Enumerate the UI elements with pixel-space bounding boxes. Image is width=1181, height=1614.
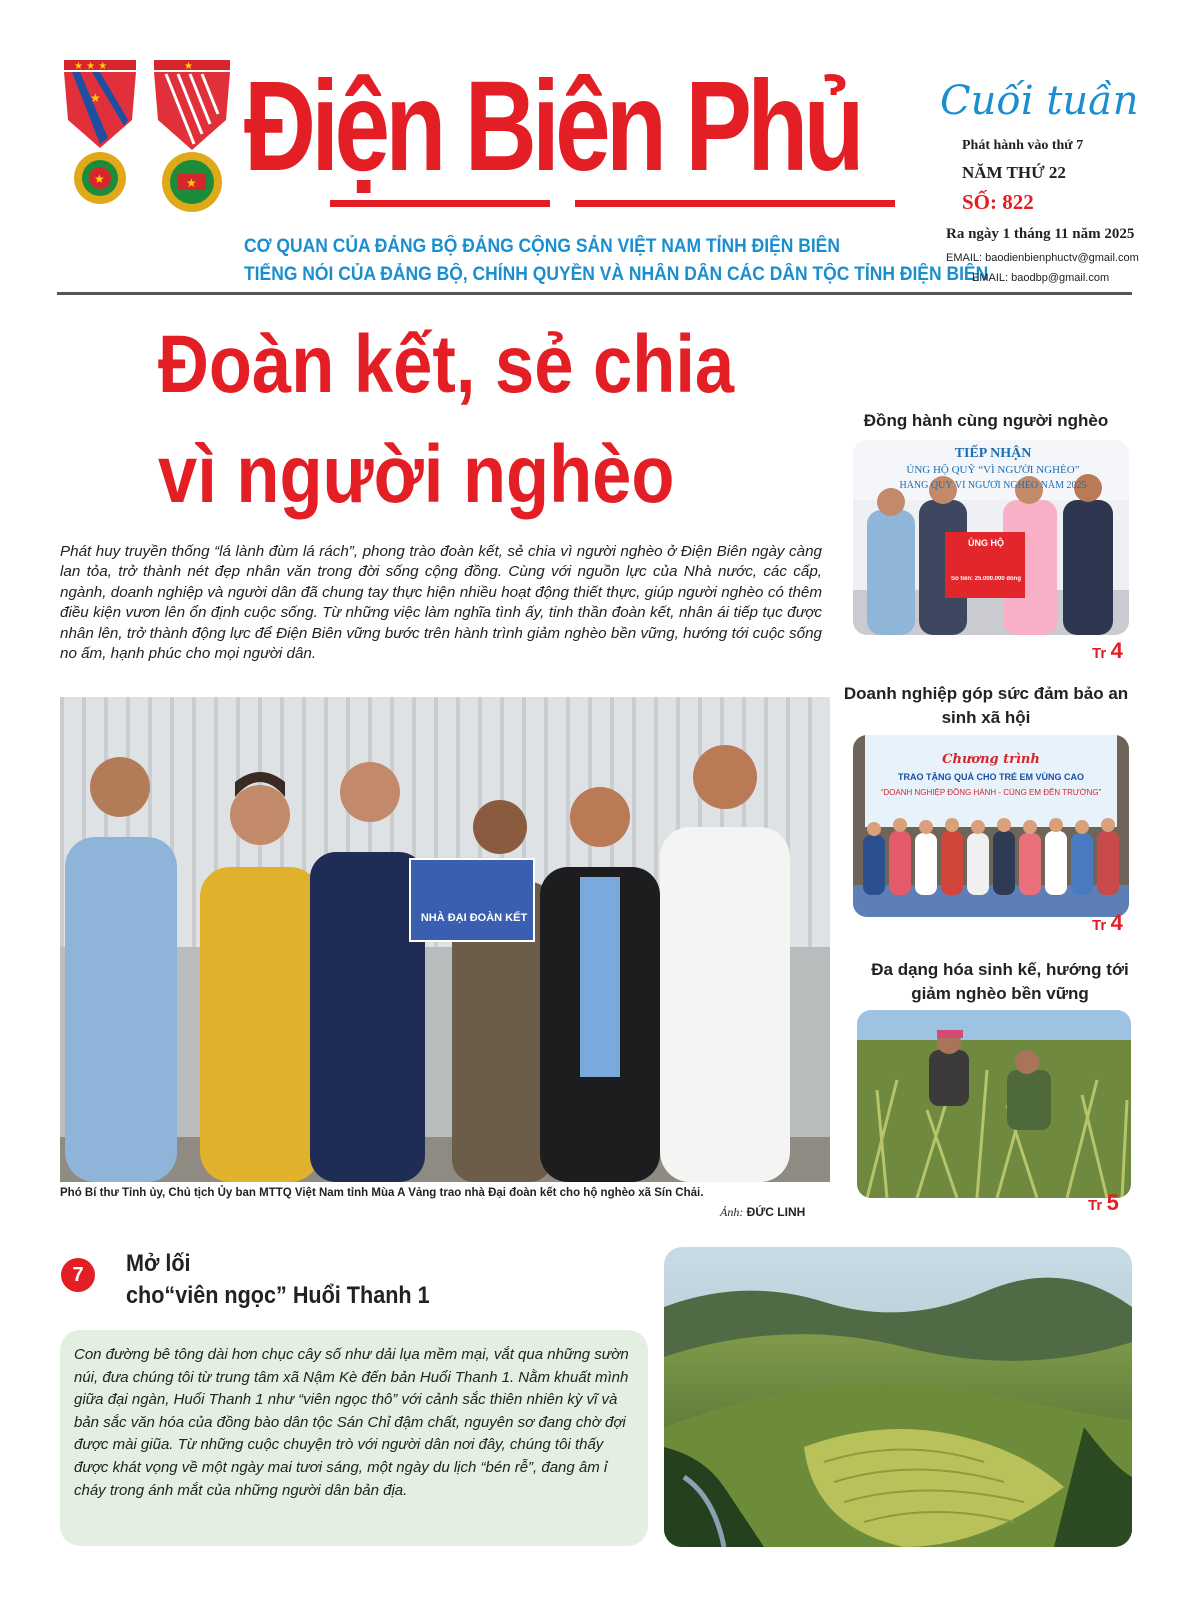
feature-headline-line: cho“viên ngọc” Huổi Thanh 1: [126, 1282, 430, 1309]
credit-label: Ảnh:: [720, 1205, 744, 1219]
thumbnail-banner: Chương trình: [942, 752, 1040, 767]
feature-headline-line: Mở lối: [126, 1250, 191, 1277]
donation-board-title: ỦNG HỘ: [968, 538, 1004, 548]
feature-photo[interactable]: [664, 1247, 1132, 1547]
feature-headline[interactable]: [126, 1248, 430, 1312]
issue-note: Phát hành vào thứ 7: [962, 138, 1084, 153]
lead-lede: Phát huy truyền thống “lá lành đùm lá rách”, phong trào đoàn kết, sẻ chia vì người nghèo ở Điện Biên ngày càng lan tỏa, trở thành nét đẹp nhân văn trong đời sống cộng đồng. Cùng với nguồn lực của Nhà nước, các cấp, ngành, doanh nghiệp và người dân đã chung tay thực hiện nhiều hoạt động thiết thực, giúp người nghèo có thêm điều kiện vươn lên ổn định cuộc sống. Từ những việc làm nghĩa tình ấy, tinh thần đoàn kết, nhân ái tiếp tục được nhân lên, trở thành động lực để Điện Biên vững bước trên hành trình giảm nghèo bền vững, hướng tới cuộc sống no ấm, hạnh phúc cho mọi người dân.: [60, 543, 822, 663]
headline-line: vì người nghèo: [158, 429, 675, 520]
sidebar-item-title[interactable]: Đồng hành cùng người nghèo: [863, 411, 1109, 430]
thumbnail-banner: ỦNG HỘ QUỸ “VÌ NGƯỜI NGHÈO”: [906, 464, 1080, 476]
medal-icon: [60, 60, 140, 220]
masthead-divider: [57, 292, 1132, 295]
page-reference-label: Tr: [1088, 1197, 1103, 1214]
photo-credit: [720, 1205, 805, 1220]
page-reference-number: 5: [1106, 1190, 1119, 1215]
sidebar-thumbnail[interactable]: [857, 1010, 1131, 1198]
svg-text:★ ★ ★: ★ ★ ★: [74, 61, 108, 72]
edition-label: Cuối tuần: [940, 78, 1139, 124]
page-reference-number: 4: [1110, 638, 1123, 663]
organization-line: TIẾNG NÓI CỦA ĐẢNG BỘ, CHÍNH QUYỀN VÀ NHÂN DÂN CÁC DÂN TỘC TỈNH ĐIỆN BIÊN: [244, 264, 989, 285]
photo-caption: Phó Bí thư Tỉnh ủy, Chủ tịch Ủy ban MTTQ Việt Nam tỉnh Mùa A Vảng trao nhà Đại đoàn kết cho hộ nghèo xã Sín Chải.: [60, 1187, 704, 1199]
svg-text:★: ★: [90, 91, 101, 105]
page-reference[interactable]: [1092, 638, 1123, 664]
thumbnail-banner: “DOANH NGHIỆP ĐỒNG HÀNH - CÙNG EM ĐẾN TRƯỜNG”: [880, 788, 1102, 797]
page-badge: 7: [61, 1258, 95, 1292]
svg-text:★: ★: [186, 176, 197, 190]
masthead-title: Điện Biên Phủ: [244, 55, 860, 198]
page-reference[interactable]: [1088, 1190, 1119, 1216]
thumbnail-banner: TRAO TẶNG QUÀ CHO TRẺ EM VÙNG CAO: [898, 772, 1084, 782]
svg-text:★: ★: [94, 172, 105, 186]
sidebar-item-title[interactable]: Đa dạng hóa sinh kế, hướng tới giảm nghèo bền vững: [871, 960, 1129, 1003]
issue-date: Ra ngày 1 tháng 11 năm 2025: [946, 226, 1135, 242]
page-reference-label: Tr: [1092, 645, 1107, 662]
masthead-underline: [330, 200, 550, 207]
credit-name: ĐỨC LINH: [746, 1205, 806, 1219]
lead-headline[interactable]: [158, 310, 777, 530]
sidebar-item-title[interactable]: Doanh nghiệp góp sức đảm bảo an sinh xã hội: [843, 684, 1129, 727]
page-reference[interactable]: [1092, 910, 1123, 936]
email-link[interactable]: EMAIL: baodbp@gmail.com: [972, 272, 1110, 284]
medal-icon: [150, 60, 234, 220]
lead-photo[interactable]: [60, 697, 830, 1182]
organization-line: CƠ QUAN CỦA ĐẢNG BỘ ĐẢNG CỘNG SẢN VIỆT NAM TỈNH ĐIỆN BIÊN: [244, 236, 840, 257]
thumbnail-banner: TIẾP NHẬN: [954, 446, 1032, 461]
publication-year: NĂM THỨ 22: [962, 163, 1066, 182]
headline-line: Đoàn kết, sẻ chia: [158, 319, 735, 410]
thumbnail-banner: HÀNG QUÝ VÌ NGƯỜI NGHÈO NĂM 2025: [899, 480, 1087, 491]
photo-sign: NHÀ ĐẠI ĐOÀN KẾT: [420, 912, 528, 924]
svg-text:★: ★: [184, 61, 193, 72]
issue-number: SỐ: 822: [962, 190, 1034, 214]
masthead-underline: [575, 200, 895, 207]
feature-summary: Con đường bê tông dài hơn chục cây số như dải lụa mềm mại, vắt qua những sườn núi, đưa chúng tôi từ trung tâm xã Nậm Kè đến bản Huổi Thanh 1. Nằm khuất mình giữa đại ngàn, Huổi Thanh 1 như “viên ngọc thô” với cảnh sắc thiên nhiên kỳ vĩ và bản sắc văn hóa của đồng bào dân tộc Sán Chỉ đậm chất, nguyên sơ đang chờ đợi được mài giũa. Từ những cuộc chuyện trò với người dân nơi đây, chúng tôi thấy được khát vọng về một ngày mai tươi sáng, một ngày du lịch “bén rễ”, đang âm ỉ cháy trong ánh mắt của những người dân bản địa.: [74, 1346, 629, 1499]
donation-board-amount: Số tiền: 25.000.000 đồng: [950, 576, 1022, 582]
page-reference-label: Tr: [1092, 917, 1107, 934]
email-link[interactable]: EMAIL: baodienbienphuctv@gmail.com: [946, 252, 1139, 264]
page-reference-number: 4: [1110, 910, 1123, 935]
